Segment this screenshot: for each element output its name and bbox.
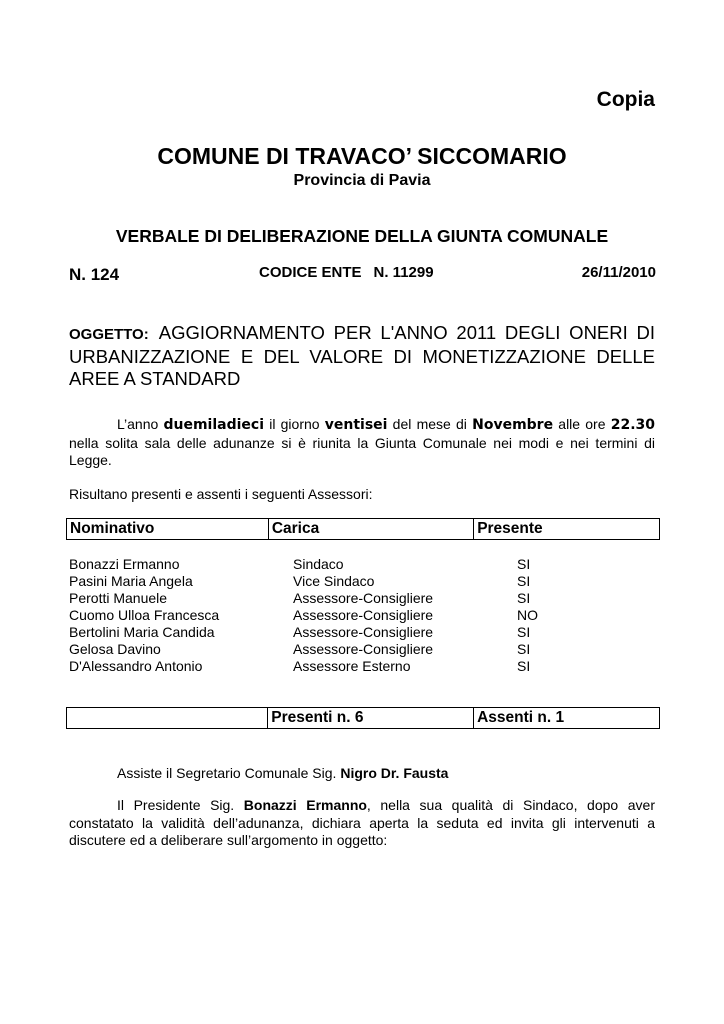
entity-code xyxy=(259,264,434,281)
entity-code-number: N. 11299 xyxy=(373,264,434,281)
member-name: Bertolini Maria Candida xyxy=(69,624,215,640)
secretary-line xyxy=(117,765,448,781)
member-presence: SI xyxy=(517,624,531,640)
attendance-list xyxy=(69,556,669,675)
list-item xyxy=(69,590,669,607)
member-role: Assessore-Consigliere xyxy=(293,607,434,623)
member-role: Assessore-Consigliere xyxy=(293,624,434,640)
member-name: Pasini Maria Angela xyxy=(69,573,193,589)
day-word: ventisei xyxy=(324,417,388,433)
member-presence: SI xyxy=(517,641,531,657)
deliberation-date: 26/11/2010 xyxy=(581,264,656,281)
secretary-text: Assiste il Segretario Comunale Sig. xyxy=(117,765,341,781)
subject-block xyxy=(69,322,655,390)
intro-text: alle ore xyxy=(553,416,611,432)
list-item xyxy=(69,658,669,675)
absent-count: Assenti n. 1 xyxy=(474,708,660,729)
entity-code-label: CODICE ENTE xyxy=(259,264,362,281)
member-role: Vice Sindaco xyxy=(293,573,375,589)
province-subtitle: Provincia di Pavia xyxy=(293,172,431,189)
intro-text: il giorno xyxy=(264,416,325,432)
list-item xyxy=(69,573,669,590)
column-header-presente: Presente xyxy=(474,519,660,540)
intro-text: L’anno xyxy=(117,416,164,432)
member-presence: SI xyxy=(517,590,531,606)
secretary-name: Nigro Dr. Fausta xyxy=(340,765,449,781)
member-name: Gelosa Davino xyxy=(69,641,161,657)
subject-label: OGGETTO: xyxy=(69,326,149,343)
attendance-table-header xyxy=(66,518,660,540)
subject-text: AGGIORNAMENTO PER L'ANNO 2011 DEGLI ONERI DI URBANIZZAZIONE E DEL VALORE DI MONETIZZAZIONE DELLE AREE A STANDARD xyxy=(69,322,655,389)
president-text: Il Presidente Sig. xyxy=(117,797,244,813)
list-item xyxy=(69,624,669,641)
member-name: Cuomo Ulloa Francesca xyxy=(69,607,220,623)
member-name: D'Alessandro Antonio xyxy=(69,658,203,674)
intro-paragraph xyxy=(69,416,655,470)
member-role: Assessore-Consigliere xyxy=(293,641,434,657)
member-presence: SI xyxy=(517,658,531,674)
attendance-intro: Risultano presenti e assenti i seguenti Assessori: xyxy=(69,486,373,502)
list-item xyxy=(69,641,669,658)
year-word: duemiladieci xyxy=(163,417,265,433)
list-item xyxy=(69,607,669,624)
attendance-totals xyxy=(66,707,660,729)
member-name: Perotti Manuele xyxy=(69,590,168,606)
present-count: Presenti n. 6 xyxy=(268,708,474,729)
intro-text: nella solita sala delle adunanze si è riunita la Giunta Comunale nei modi e nei termini di Legge. xyxy=(69,434,655,468)
deliberation-number: N. 124 xyxy=(69,265,120,284)
president-paragraph xyxy=(69,797,655,850)
member-role: Assessore Esterno xyxy=(293,658,411,674)
member-presence: NO xyxy=(517,607,538,623)
municipality-title: COMUNE DI TRAVACO’ SICCOMARIO xyxy=(157,143,567,169)
president-name: Bonazzi Ermanno xyxy=(243,797,367,813)
member-presence: SI xyxy=(517,556,531,572)
month-word: Novembre xyxy=(472,417,554,433)
column-header-nominativo: Nominativo xyxy=(67,519,269,540)
president-text: , nella sua qualità di Sindaco, dopo aver constatato la validità dell’adunanza, dichiara aperta la seduta ed invita gli intervenuti a discutere ed a deliberare sull’argomento in oggetto: xyxy=(69,797,655,848)
member-role: Sindaco xyxy=(293,556,344,572)
minutes-title: VERBALE DI DELIBERAZIONE DELLA GIUNTA COMUNALE xyxy=(115,226,609,246)
member-role: Assessore-Consigliere xyxy=(293,590,434,606)
member-presence: SI xyxy=(517,573,531,589)
totals-empty-cell xyxy=(67,708,268,729)
list-item xyxy=(69,556,669,573)
intro-text: del mese di xyxy=(387,416,473,432)
member-name: Bonazzi Ermanno xyxy=(69,556,180,572)
time-value: 22.30 xyxy=(610,417,656,433)
copy-label: Copia xyxy=(596,88,655,111)
column-header-carica: Carica xyxy=(268,519,473,540)
